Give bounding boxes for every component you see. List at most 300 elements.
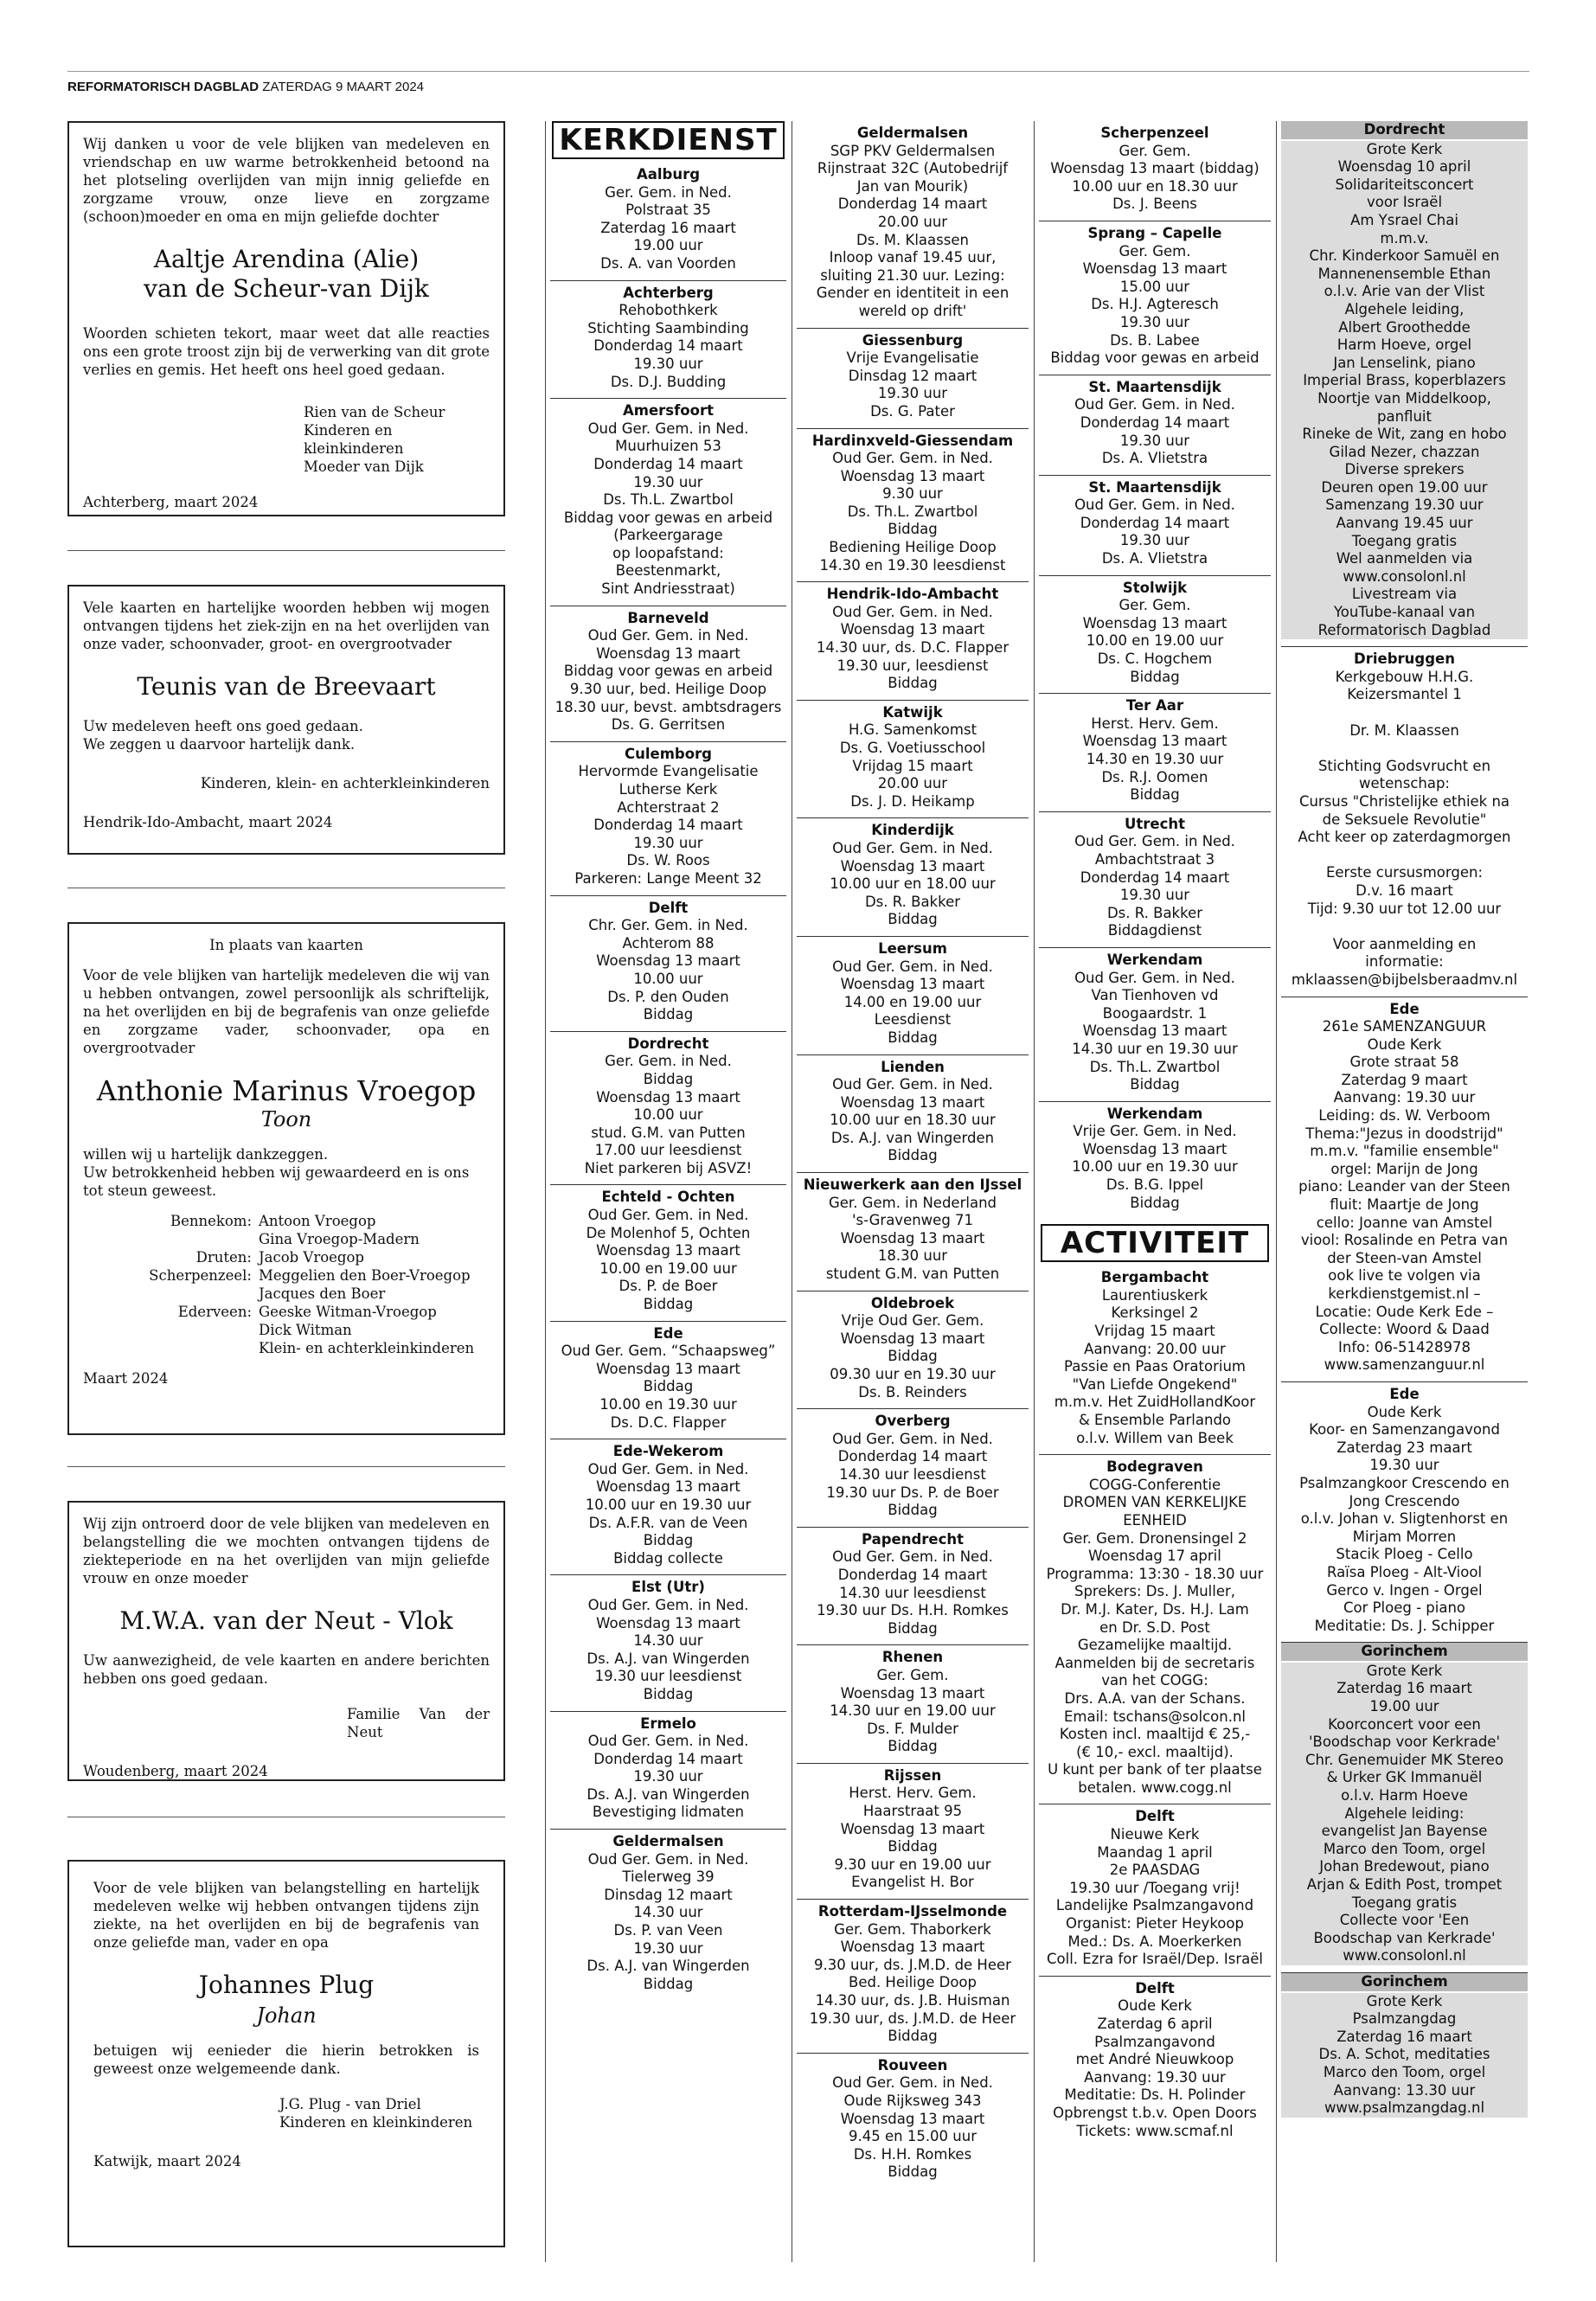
entry-line: Ds. B. Reinders	[858, 1383, 967, 1400]
service-entry	[797, 2054, 1029, 2189]
entry-line: Biddag	[1130, 668, 1180, 685]
notice-text: Uw betrokkenheid hebben wij gewaardeerd en is ons tot steun geweest.	[83, 1164, 470, 1199]
entry-body	[797, 1431, 1029, 1520]
entry-line: Albert Groothedde	[1338, 318, 1471, 336]
notice-place: Hendrik-Ido-Ambacht, maart 2024	[83, 814, 333, 830]
entry-line: 9.30 uur, bed. Heilige Doop	[569, 681, 767, 698]
entry-line: Ger. Gem.	[876, 1666, 949, 1683]
entry-place: Giessenburg	[862, 331, 964, 349]
entry-line: 19.30 uur	[633, 473, 703, 490]
entry-line: Ds. A.J. van Wingerden	[830, 1129, 995, 1146]
entry-line: Dr. M.J. Kater, Ds. H.J. Lam	[1061, 1600, 1249, 1618]
entry-line: Oude Kerk	[1367, 1403, 1442, 1420]
entry-line: Oud Ger. Gem. in Ned.	[1074, 396, 1235, 413]
entry-line: Oud Ger. Gem. in Ned.	[832, 1076, 993, 1093]
entry-body	[797, 1921, 1029, 2046]
entry-place: Dordrecht	[1281, 121, 1528, 139]
deceased-name: Teunis van de Breevaart	[137, 672, 436, 701]
entry-place: Ede	[1389, 1000, 1420, 1017]
entry-line: Ds. D.J. Budding	[610, 373, 727, 390]
entry-line: 14.30 uur leesdienst	[839, 1584, 986, 1601]
entry-line: Donderdag 14 maart	[593, 337, 743, 355]
entry-body	[550, 184, 786, 273]
entry-body	[550, 1207, 786, 1314]
entry-place: Delft	[1135, 1808, 1175, 1825]
service-entry	[1039, 1266, 1271, 1455]
page-header	[67, 80, 1529, 94]
entry-body	[1039, 1287, 1271, 1447]
entry-line: o.l.v. Arie van der Vlist	[1324, 283, 1485, 300]
entry-line: Inloop vanaf 19.45 uur,	[829, 249, 997, 266]
entry-line: 10.00 uur en 19.30 uur	[1072, 1158, 1238, 1176]
service-entry	[1281, 1973, 1528, 2125]
entry-line: Oud Ger. Gem. in Ned.	[587, 1460, 749, 1477]
service-entry	[550, 399, 786, 606]
notice-place: Katwijk, maart 2024	[93, 2153, 241, 2170]
entry-line: & Ensemble Parlando	[1078, 1412, 1232, 1428]
entry-body	[1039, 715, 1271, 804]
entry-line: Donderdag 14 maart	[593, 817, 743, 834]
entry-line: Email: tschans@solcon.nl	[1063, 1708, 1247, 1725]
entry-line: Woensdag 13 maart	[596, 1242, 740, 1259]
entry-line: Woensdag 13 maart (biddag)	[1050, 160, 1259, 177]
notice-text: Uw aanwezigheid, de vele kaarten en andere berichten hebben ons goed gedaan.	[83, 1652, 490, 1687]
service-entry	[550, 163, 786, 281]
deceased-name: Anthonie Marinus Vroegop	[96, 1074, 477, 1107]
entry-line: Laurentiuskerk	[1101, 1286, 1208, 1304]
entry-line: Biddag voor gewas en arbeid	[1050, 349, 1259, 367]
relative-location	[83, 1230, 252, 1248]
entry-place: Gorinchem	[1281, 1973, 1528, 1991]
entry-line: www.consolonl.nl	[1343, 1947, 1466, 1965]
entry-line: Biddag	[888, 1502, 938, 1519]
entry-line: van het COGG:	[1101, 1672, 1208, 1689]
entry-line: Parkeren: Lange Meent 32	[574, 869, 762, 887]
entry-line: Ds. A. Schot, meditaties	[1318, 2046, 1490, 2063]
entry-body	[550, 763, 786, 888]
entry-line: (€ 10,- excl. maaltijd).	[1076, 1743, 1234, 1760]
notice-van-de-breevaart	[67, 585, 505, 855]
entry-line: Biddag	[643, 1378, 694, 1395]
entry-line: op loopafstand:	[612, 544, 724, 561]
entry-line: Dinsdag 12 maart	[848, 367, 977, 384]
entry-line: 19.30 uur Ds. P. de Boer	[826, 1484, 999, 1501]
entry-line: 19.00 uur	[1369, 1698, 1439, 1715]
notice-place: Maart 2024	[83, 1370, 169, 1387]
entry-line: Biddag	[643, 1685, 694, 1702]
entry-line: student G.M. van Putten	[825, 1266, 1000, 1283]
entry-line: Koor- en Samenzangavond	[1309, 1421, 1500, 1439]
service-entry	[1039, 576, 1271, 695]
entry-line: Tijd: 9.30 uur tot 12.00 uur	[1307, 900, 1502, 917]
name-line-2: van de Scheur-van Dijk	[144, 274, 429, 303]
entry-line: Stichting Godsvrucht en	[1317, 757, 1491, 774]
entry-place: Gorinchem	[1281, 1643, 1528, 1661]
entry-place: Rijssen	[883, 1766, 942, 1784]
entry-line: 19.30 uur	[1119, 313, 1190, 330]
service-entry	[550, 606, 786, 742]
entry-line: Ds. A. van Voorden	[600, 254, 736, 272]
entry-line: Ds. R. Bakker	[864, 893, 961, 910]
entry-line: ook live te volgen via	[1328, 1267, 1481, 1285]
entry-place: Geldermalsen	[856, 125, 969, 141]
entry-line: Bediening Heilige Doop	[829, 539, 997, 556]
entry-line: Boodschap van Kerkrade'	[1313, 1929, 1496, 1946]
entry-body	[797, 1667, 1029, 1756]
entry-line: Woensdag 13 maart	[840, 467, 985, 484]
entry-place: Katwijk	[882, 703, 943, 721]
deceased-nickname: Johan	[256, 2003, 317, 2028]
entry-line: Woensdag 13 maart	[596, 644, 740, 662]
entry-line: Biddag voor gewas en arbeid	[563, 509, 773, 526]
entry-line: YouTube-kanaal van	[1333, 604, 1476, 621]
entry-body	[1281, 1404, 1528, 1636]
entry-line: viool: Rosalinde en Petra van	[1300, 1232, 1509, 1249]
entry-line: Polstraat 35	[625, 202, 711, 219]
entry-line: Biddag	[888, 1738, 938, 1755]
deceased-name	[83, 245, 490, 304]
entry-line: Meditatie: Ds. J. Schipper	[1314, 1617, 1495, 1634]
activity-list	[1281, 121, 1528, 2125]
entry-line: o.l.v. Willem van Beek	[1076, 1429, 1234, 1446]
entry-line: m.m.v. Het ZuidHollandKoor	[1054, 1394, 1256, 1411]
entry-line: Donderdag 14 maart	[593, 455, 743, 472]
entry-line: Ger. Gem.	[1118, 597, 1191, 614]
notice-van-de-scheur	[67, 121, 505, 516]
entry-place: Ter Aar	[1125, 697, 1184, 715]
entry-line: 10.00 uur	[633, 970, 703, 987]
service-entry	[1281, 1643, 1528, 1973]
service-entry	[1281, 1382, 1528, 1643]
entry-line: voor Israël	[1366, 194, 1443, 211]
notice-van-der-neut	[67, 1501, 505, 1781]
entry-line: 19.00 uur	[633, 237, 703, 254]
entry-line: Oud Ger. Gem. in Ned.	[587, 627, 749, 644]
entry-line: Donderdag 14 maart	[837, 1566, 988, 1583]
entry-line: Ds. Th.L. Zwartbol	[603, 491, 734, 509]
entry-body	[797, 2074, 1029, 2182]
entry-body	[550, 420, 786, 599]
entry-body	[797, 349, 1029, 420]
entry-line: Ds. H.J. Agteresch	[1091, 296, 1219, 313]
service-list	[1039, 121, 1271, 1219]
entry-line: Zaterdag 16 maart	[1336, 1680, 1472, 1697]
entry-body	[797, 840, 1029, 929]
entry-line: Acht keer op zaterdagmorgen	[1298, 829, 1511, 846]
entry-line: Solidariteitsconcert	[1335, 176, 1474, 193]
entry-body	[797, 958, 1029, 1048]
entry-line: Achterstraat 2	[617, 798, 720, 816]
entry-line: Landelijke Psalmzangavond	[1055, 1897, 1254, 1914]
entry-line: Haarstraat 95	[862, 1803, 963, 1820]
entry-line	[1281, 847, 1528, 865]
entry-line: Ger. Gem.	[1118, 142, 1191, 159]
entry-line: Wel aanmelden via	[1336, 550, 1473, 567]
entry-line: Aanvang 19.45 uur	[1336, 515, 1473, 532]
service-entry	[550, 1439, 786, 1575]
entry-line: Biddag	[888, 911, 938, 928]
entry-body	[550, 1461, 786, 1568]
entry-place: Driebruggen	[1354, 651, 1455, 668]
notice-plug	[67, 1860, 505, 2247]
entry-line: Ds. F. Mulder	[867, 1720, 958, 1737]
signature	[279, 2095, 479, 2131]
entry-line: en Dr. S.D. Post	[1099, 1618, 1210, 1636]
entry-line: 19.30 uur	[1119, 532, 1190, 549]
entry-line: Biddag	[888, 521, 938, 538]
entry-line: Jan Lenselink, piano	[1333, 354, 1476, 371]
entry-place: Dordrecht	[627, 1035, 709, 1052]
entry-line: Biddag collecte	[613, 1549, 723, 1567]
entry-line: 9.30 uur	[882, 485, 943, 503]
entry-line: wereld op drift'	[858, 302, 967, 319]
entry-line: Oud Ger. Gem. in Ned.	[832, 2074, 993, 2092]
entry-line: Cor Ploeg - piano	[1343, 1599, 1466, 1617]
notice-place: Achterberg, maart 2024	[83, 494, 259, 510]
entry-line: Ds. J. D. Heikamp	[850, 792, 975, 810]
entry-line: www.psalmzangdag.nl	[1324, 2099, 1485, 2117]
entry-line: Oud Ger. Gem. in Ned.	[587, 420, 749, 437]
entry-place: Bodegraven	[1106, 1458, 1203, 1476]
entry-place: Werkendam	[1106, 1105, 1203, 1122]
kerkdienst-column-3	[1039, 121, 1271, 2147]
entry-line: Oud Ger. Gem. in Ned.	[1074, 969, 1235, 986]
entry-place: Utrecht	[1124, 815, 1186, 832]
entry-line: Ger. Gem. in Ned.	[605, 1053, 732, 1070]
entry-body	[1039, 396, 1271, 467]
signature: Kinderen, klein- en achterkleinkinderen	[200, 775, 490, 792]
entry-line: 17.00 uur leesdienst	[594, 1142, 742, 1159]
notice-place: Woudenberg, maart 2024	[83, 1763, 268, 1779]
entry-body	[1281, 1018, 1528, 1375]
service-entry	[1039, 1455, 1271, 1804]
service-entry	[1281, 647, 1528, 997]
entry-place: Geldermalsen	[612, 1833, 724, 1850]
entry-line: D.v. 16 maart	[1356, 881, 1453, 899]
column-rule	[545, 121, 546, 2262]
entry-line: Zaterdag 9 maart	[1341, 1071, 1468, 1088]
entry-line: Biddag	[888, 1838, 938, 1856]
entry-line: Biddagdienst	[1107, 922, 1202, 939]
entry-line: Dinsdag 12 maart	[604, 1886, 733, 1903]
entry-line: Woensdag 13 maart	[840, 857, 985, 875]
entry-line: Aanvang: 19.30 uur	[1084, 2068, 1226, 2086]
entry-place: Ede-Wekerom	[612, 1443, 724, 1460]
entry-line: Woensdag 13 maart	[596, 1478, 740, 1496]
entry-line: Harm Hoeve, orgel	[1336, 336, 1472, 354]
entry-line: Donderdag 14 maart	[837, 195, 988, 213]
entry-place: Rotterdam-IJsselmonde	[817, 1903, 1008, 1920]
entry-line: sluiting 21.30 uur. Lezing:	[820, 266, 1005, 284]
service-entry	[797, 1900, 1029, 2054]
entry-line: 19.30 uur	[1119, 887, 1190, 904]
entry-line: 19.30 uur /Toegang vrij!	[1069, 1879, 1240, 1896]
entry-line: Biddag	[888, 1348, 938, 1365]
entry-line: Psalmzangavond	[1094, 2033, 1215, 2050]
entry-line: betalen. www.cogg.nl	[1078, 1779, 1232, 1796]
entry-line: Med.: Ds. A. Moerkerken	[1067, 1932, 1242, 1950]
entry-line: Chr. Kinderkoor Samuël en	[1309, 247, 1500, 265]
relative-name: Geeske Witman-Vroegop	[259, 1304, 437, 1320]
service-entry	[550, 896, 786, 1032]
service-entry	[797, 429, 1029, 583]
deceased-name: Johannes Plug	[198, 1971, 375, 1999]
entry-line: Biddag	[1130, 1076, 1180, 1093]
entry-line: Meditatie: Ds. H. Polinder	[1064, 2086, 1246, 2104]
entry-line: Biddag voor gewas en arbeid	[563, 663, 773, 680]
entry-line: Bevestiging lidmaten	[592, 1804, 745, 1821]
entry-line: Livestream via	[1351, 586, 1458, 603]
service-entry	[1039, 121, 1271, 221]
entry-line: Ger. Gem.	[1118, 242, 1191, 260]
entry-line: Woensdag 13 maart	[1082, 614, 1227, 631]
entry-line: Ds. H.H. Romkes	[853, 2145, 972, 2163]
entry-line: Donderdag 14 maart	[837, 1448, 988, 1465]
entry-line: Donderdag 14 maart	[593, 1750, 743, 1767]
entry-place: Hardinxveld-Giessendam	[811, 432, 1014, 449]
entry-line: Raïsa Ploeg - Alt-Viool	[1326, 1563, 1483, 1580]
entry-line: Marco den Toom, orgel	[1323, 1840, 1486, 1857]
entry-place: Rhenen	[881, 1649, 944, 1666]
entry-line: Jong Crescendo	[1349, 1492, 1460, 1509]
entry-line: Ds. R. Bakker	[1106, 904, 1203, 921]
entry-place: Achterberg	[623, 284, 714, 301]
entry-line: Zaterdag 23 maart	[1336, 1439, 1472, 1456]
service-entry	[550, 1575, 786, 1711]
entry-line: 19.30 uur	[633, 355, 703, 372]
entry-body	[1039, 833, 1271, 940]
entry-line: Gerco v. Ingen - Orgel	[1326, 1581, 1483, 1599]
relative-location: Ederveen:	[177, 1304, 252, 1320]
entry-line: 18.30 uur	[877, 1247, 948, 1265]
service-entry	[550, 1322, 786, 1440]
entry-body	[797, 1195, 1029, 1284]
service-entry	[797, 1645, 1029, 1764]
signature-line: Kinderen en kleinkinderen	[304, 422, 404, 457]
entry-line: Grote Kerk	[1366, 1662, 1443, 1679]
service-entry	[797, 937, 1029, 1055]
entry-line: Stacik Ploeg - Cello	[1336, 1546, 1473, 1563]
entry-body	[1039, 1997, 1271, 2140]
entry-line: Woensdag 13 maart	[840, 1820, 985, 1837]
entry-line: Evangelist H. Bor	[851, 1874, 974, 1891]
entry-line: Oud Ger. Gem. in Ned.	[832, 450, 993, 467]
service-entry	[797, 582, 1029, 701]
entry-line: orgel: Marijn de Jong	[1330, 1160, 1478, 1177]
entry-line: Voor aanmelding en	[1332, 935, 1477, 952]
relative-location	[83, 1321, 252, 1339]
entry-line: Gilad Nezer, chazzan	[1329, 443, 1480, 460]
entry-line: Niet parkeren bij ASVZ!	[584, 1159, 753, 1176]
entry-line: Maandag 1 april	[1097, 1843, 1213, 1861]
entry-body	[797, 143, 1029, 321]
entry-place: Kinderdijk	[871, 822, 954, 839]
entry-line: Arjan & Edith Post, trompet	[1306, 1876, 1503, 1893]
service-entry	[797, 1292, 1029, 1410]
activiteit-heading: ACTIVITEIT	[1041, 1224, 1269, 1262]
signature	[304, 403, 490, 476]
entry-line: Rehobothkerk	[619, 302, 718, 319]
entry-line: wetenschap:	[1359, 775, 1450, 792]
entry-line: Ds. W. Roos	[626, 852, 710, 869]
header-rule	[67, 71, 1529, 72]
service-entry	[550, 1185, 786, 1321]
entry-place: Elst (Utr)	[631, 1579, 705, 1596]
entry-line: Kerkgebouw H.H.G.	[1335, 668, 1474, 685]
entry-line: 14.30 uur en 19.00 uur	[830, 1702, 996, 1720]
notice-text: We zeggen u daarvoor hartelijk dank.	[83, 736, 356, 753]
entry-line: Biddag	[643, 1532, 694, 1549]
service-entry	[1039, 812, 1271, 948]
entry-line: COGG-Conferentie	[1088, 1476, 1221, 1493]
relative-location	[83, 1339, 252, 1357]
entry-line: stud. G.M. van Putten	[591, 1124, 746, 1141]
entry-line: Diverse sprekers	[1344, 461, 1465, 478]
entry-line: Ds. A. Vlietstra	[1101, 450, 1208, 467]
entry-line: 10.00 uur en 18.00 uur	[830, 875, 996, 893]
signature-line: Moeder van Dijk	[304, 458, 424, 475]
entry-line: Oud Ger. Gem. in Ned.	[832, 1430, 993, 1447]
entry-line: Ds. P. den Ouden	[607, 988, 729, 1005]
signature-line: Kinderen en kleinkinderen	[279, 2114, 473, 2131]
entry-line: Oud Ger. Gem. in Ned.	[832, 839, 993, 856]
entry-line: Biddag	[643, 1296, 694, 1313]
kerkdienst-column-2	[797, 121, 1029, 2189]
entry-line: Gender en identiteit in een	[816, 285, 1010, 302]
entry-line: Muurhuizen 53	[615, 438, 721, 455]
entry-line: "Van Liefde Ongekend"	[1072, 1375, 1238, 1393]
entry-line: Ds. A.F.R. van de Veen	[588, 1514, 748, 1531]
entry-line: Oud Ger. Gem. in Ned.	[587, 1850, 749, 1868]
entry-line: 10.00 uur en 19.30 uur	[585, 1496, 752, 1513]
entry-line: 19.30 uur	[1369, 1457, 1439, 1474]
entry-line: Woensdag 13 maart	[1082, 733, 1227, 750]
notice-vroegop	[67, 922, 505, 1435]
entry-line: SGP PKV Geldermalsen	[830, 142, 996, 159]
relative-name: Gina Vroegop-Madern	[259, 1231, 420, 1247]
entry-line: mklaassen@bijbelsberaadmv.nl	[1291, 971, 1518, 988]
entry-line: Woensdag 13 maart	[840, 976, 985, 993]
entry-line: 9.30 uur, ds. J.M.D. de Heer	[814, 1956, 1011, 1973]
entry-line: Drs. A.A. van der Schans.	[1064, 1689, 1246, 1707]
entry-line: 19.30 uur leesdienst	[594, 1668, 742, 1685]
entry-line: 20.00 uur	[877, 775, 948, 792]
entry-line: 'Boodschap voor Kerkrade'	[1308, 1734, 1500, 1751]
entry-line: Stichting Saambinding	[587, 319, 749, 336]
entry-body	[797, 1076, 1029, 1165]
issue-date: ZATERDAG 9 MAART 2024	[262, 80, 425, 94]
entry-body	[550, 1851, 786, 1994]
relative-name: Antoon Vroegop	[259, 1213, 376, 1229]
service-entry	[797, 121, 1029, 329]
entry-line: Oud Ger. Gem. in Ned.	[832, 958, 993, 975]
entry-body	[1281, 669, 1528, 990]
entry-line: 14.30 en 19.30 uur	[1086, 751, 1224, 767]
entry-line: Noortje van Middelkoop,	[1317, 389, 1491, 407]
entry-line: Woensdag 13 maart	[596, 1088, 740, 1106]
entry-line: Jan van Mourik)	[856, 177, 969, 195]
entry-line: Coll. Ezra for Israël/Dep. Israël	[1047, 1951, 1263, 1968]
entry-line: Beestenmarkt,	[615, 562, 721, 580]
entry-line: Tielerweg 39	[622, 1868, 715, 1886]
entry-line: Vrije Evangelisatie	[846, 349, 979, 367]
entry-line: o.l.v. Harm Hoeve	[1341, 1787, 1468, 1804]
entry-line: (Parkeergarage	[613, 527, 723, 544]
relative-name: Jacob Vroegop	[259, 1249, 364, 1266]
entry-line: Oud Ger. Gem. in Ned.	[587, 1207, 749, 1224]
entry-line: Woensdag 13 maart	[840, 1093, 985, 1111]
name-line-1: Aaltje Arendina (Alie)	[153, 245, 420, 273]
